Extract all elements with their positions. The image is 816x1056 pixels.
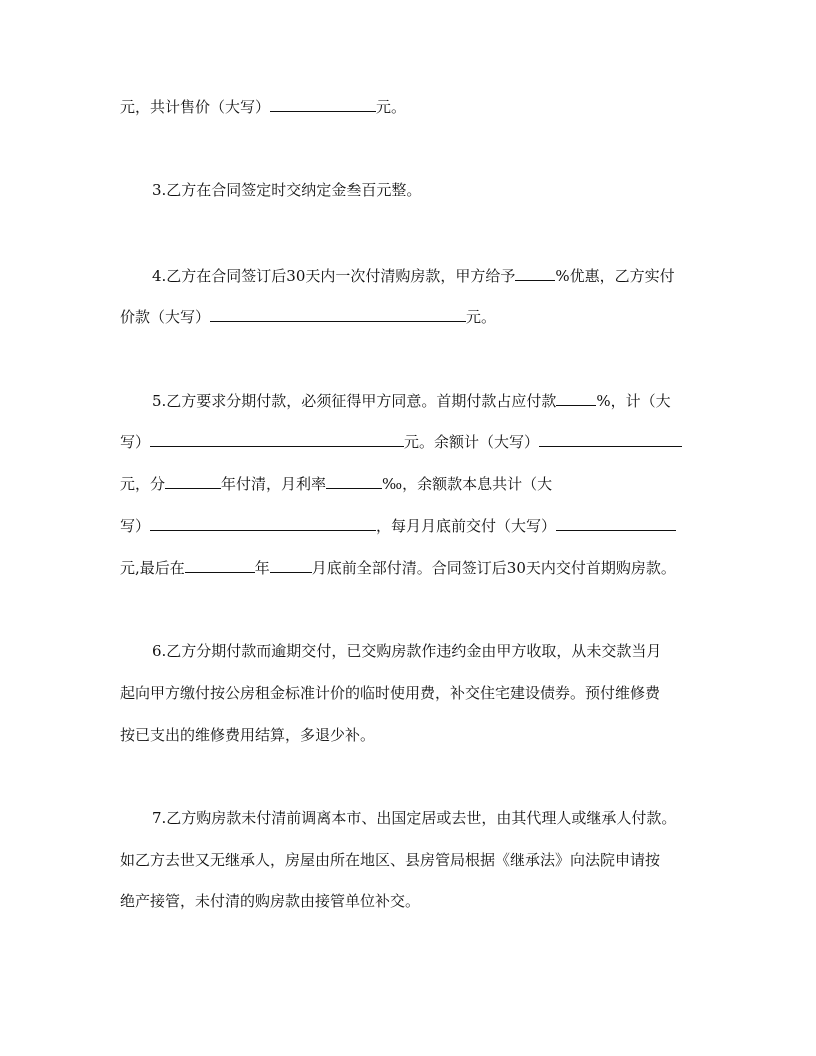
clause-4-line-1	[152, 265, 675, 285]
text-segment: 7.乙方购房款未付清前调离本市、出国定居或去世，由其代理人或继承人付款。	[152, 809, 677, 827]
first-payment-amount-blank	[150, 431, 404, 447]
text-segment: 元。	[376, 98, 407, 116]
text-segment: 月底前全部付清。合同签订后30天内交付首期购房款。	[311, 559, 676, 577]
clause-6-line-2	[120, 683, 660, 703]
remaining-amount-blank	[539, 431, 682, 447]
clause-3-line	[152, 180, 421, 200]
final-year-blank	[185, 557, 255, 573]
clause-7-line-2	[120, 850, 660, 870]
price-total-line	[120, 96, 406, 116]
text-segment: 起向甲方缴付按公房租金标准计价的临时使用费，补交住宅建设债券。预付维修费	[120, 684, 661, 702]
text-segment: ，每月月底前交付（大写）	[376, 517, 557, 535]
text-segment: 4.乙方在合同签订后30天内一次付清购房款，甲方给予	[152, 267, 516, 285]
first-payment-percent-blank	[556, 390, 596, 406]
text-segment: 元，分	[120, 475, 166, 493]
text-segment: 写）	[120, 517, 151, 535]
text-segment: 元。余额计（大写）	[404, 433, 540, 451]
monthly-rate-blank	[326, 473, 382, 489]
clause-5-line-1	[152, 390, 671, 410]
text-segment: 年付清，月利率	[221, 475, 327, 493]
text-segment: 元。	[466, 308, 497, 326]
text-segment: %，计（大	[596, 392, 671, 410]
text-segment: 元，共计售价（大写）	[120, 98, 271, 116]
text-segment: 年	[254, 559, 270, 577]
installment-years-blank	[165, 473, 221, 489]
discount-blank	[515, 265, 555, 281]
text-segment: ‰，余额款本息共计（大	[382, 475, 553, 493]
text-segment: 按已支出的维修费用结算，多退少补。	[120, 726, 376, 744]
text-segment: 元,最后在	[120, 559, 185, 577]
text-segment: 写）	[120, 433, 151, 451]
total-with-interest-blank	[150, 515, 376, 531]
monthly-payment-blank	[556, 515, 676, 531]
clause-7-line-3	[120, 891, 420, 911]
clause-7-line-1	[152, 808, 676, 828]
text-segment: 5.乙方要求分期付款，必须征得甲方同意。首期付款占应付款	[152, 392, 557, 410]
clause-5-line-3	[120, 473, 552, 493]
text-segment: 6.乙方分期付款而逾期交付，已交购房款作违约金由甲方收取，从未交款当月	[152, 642, 662, 660]
price-total-blank	[270, 96, 376, 112]
clause-6-line-3	[120, 725, 375, 745]
text-segment: %优惠，乙方实付	[555, 267, 675, 285]
clause-6-line-1	[152, 641, 661, 661]
text-segment: 如乙方去世又无继承人，房屋由所在地区、县房管局根据《继承法》向法院申请按	[120, 851, 661, 869]
final-month-blank	[270, 557, 312, 573]
text-segment: 价款（大写）	[120, 308, 211, 326]
clause-4-line-2	[120, 306, 496, 326]
clause-5-line-5	[120, 557, 676, 577]
text-segment: 绝产接管，未付清的购房款由接管单位补交。	[120, 892, 421, 910]
clause-5-line-2	[120, 431, 682, 451]
actual-payment-blank	[210, 306, 466, 322]
clause-5-line-4	[120, 515, 676, 535]
text-segment: 3.乙方在合同签定时交纳定金叁百元整。	[152, 181, 422, 199]
